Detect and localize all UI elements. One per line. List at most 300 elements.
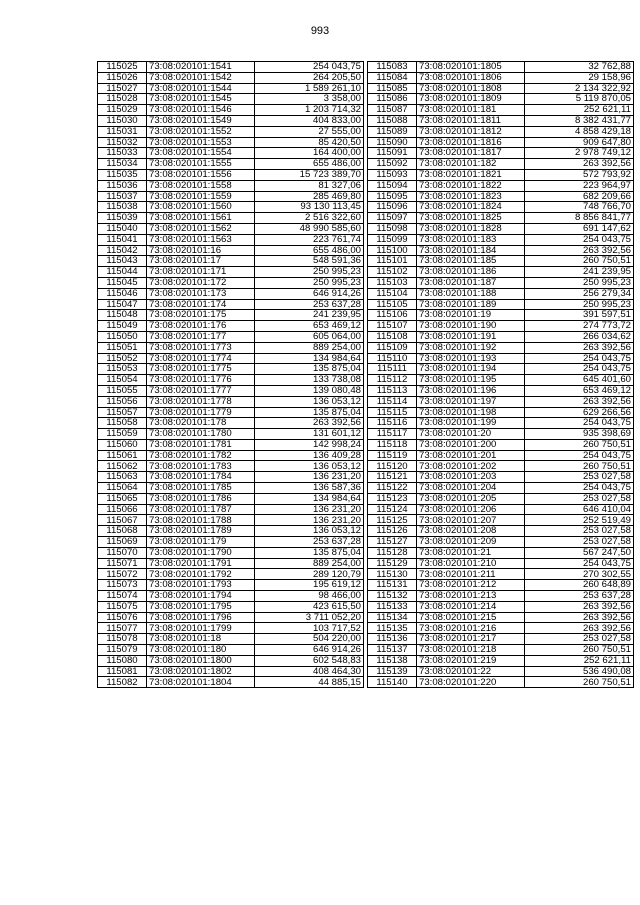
cadastral-number-cell: 73:08:020101:1555 [147, 159, 255, 170]
table-row [98, 645, 364, 656]
table-row [98, 396, 364, 407]
row-number-cell: 115031 [98, 126, 147, 137]
table-row [98, 504, 364, 515]
cadastral-number-cell: 73:08:020101:210 [417, 558, 525, 569]
table-row [98, 515, 364, 526]
cadastral-number-cell: 73:08:020101:16 [147, 245, 255, 256]
row-number-cell: 115102 [368, 267, 417, 278]
value-cell: 1 589 261,10 [255, 83, 364, 94]
value-cell: 260 648,89 [525, 580, 634, 591]
table-row [368, 580, 634, 591]
row-number-cell: 115061 [98, 450, 147, 461]
table-row [98, 137, 364, 148]
cadastral-number-cell: 73:08:020101:175 [147, 310, 255, 321]
cadastral-number-cell: 73:08:020101:1816 [417, 137, 525, 148]
table-row [98, 655, 364, 666]
table-row [368, 655, 634, 666]
cadastral-number-cell: 73:08:020101:185 [417, 256, 525, 267]
cadastral-number-cell: 73:08:020101:218 [417, 645, 525, 656]
cadastral-number-cell: 73:08:020101:183 [417, 234, 525, 245]
value-cell: 266 034,62 [525, 331, 634, 342]
cadastral-number-cell: 73:08:020101:174 [147, 299, 255, 310]
table-row [368, 547, 634, 558]
cadastral-number-cell: 73:08:020101:1795 [147, 601, 255, 612]
value-cell: 164 400,00 [255, 148, 364, 159]
row-number-cell: 115034 [98, 159, 147, 170]
cadastral-number-cell: 73:08:020101:1794 [147, 591, 255, 602]
table-row [368, 558, 634, 569]
value-cell: 27 555,00 [255, 126, 364, 137]
row-number-cell: 115057 [98, 407, 147, 418]
table-row [368, 148, 634, 159]
value-cell: 253 027,58 [525, 493, 634, 504]
cadastral-number-cell: 73:08:020101:180 [147, 645, 255, 656]
cadastral-number-cell: 73:08:020101:1560 [147, 202, 255, 213]
cadastral-number-cell: 73:08:020101:1812 [417, 126, 525, 137]
cadastral-number-cell: 73:08:020101:1817 [417, 148, 525, 159]
table-row [368, 537, 634, 548]
cadastral-number-cell: 73:08:020101:184 [417, 245, 525, 256]
value-cell: 5 119 870,05 [525, 94, 634, 105]
cadastral-number-cell: 73:08:020101:1554 [147, 148, 255, 159]
value-cell: 48 990 585,60 [255, 223, 364, 234]
value-cell: 646 914,26 [255, 645, 364, 656]
row-number-cell: 115052 [98, 353, 147, 364]
value-cell: 655 486,00 [255, 159, 364, 170]
table-row [98, 580, 364, 591]
table-left [97, 61, 364, 688]
row-number-cell: 115077 [98, 623, 147, 634]
row-number-cell: 115042 [98, 245, 147, 256]
table-row [368, 331, 634, 342]
table-row [98, 191, 364, 202]
cadastral-number-cell: 73:08:020101:181 [417, 105, 525, 116]
row-number-cell: 115106 [368, 310, 417, 321]
row-number-cell: 115096 [368, 202, 417, 213]
table-row [98, 461, 364, 472]
value-cell: 263 392,56 [525, 601, 634, 612]
cadastral-number-cell: 73:08:020101:179 [147, 537, 255, 548]
row-number-cell: 115026 [98, 72, 147, 83]
cadastral-number-cell: 73:08:020101:1804 [147, 677, 255, 688]
table-row [368, 126, 634, 137]
cadastral-number-cell: 73:08:020101:1552 [147, 126, 255, 137]
value-cell: 263 392,56 [525, 623, 634, 634]
row-number-cell: 115033 [98, 148, 147, 159]
value-cell: 136 053,12 [255, 461, 364, 472]
cadastral-number-cell: 73:08:020101:1788 [147, 515, 255, 526]
value-cell: 423 615,50 [255, 601, 364, 612]
value-cell: 223 964,97 [525, 180, 634, 191]
row-number-cell: 115027 [98, 83, 147, 94]
table-row [98, 612, 364, 623]
row-number-cell: 115071 [98, 558, 147, 569]
row-number-cell: 115048 [98, 310, 147, 321]
value-cell: 254 043,75 [525, 450, 634, 461]
row-number-cell: 115127 [368, 537, 417, 548]
cadastral-number-cell: 73:08:020101:195 [417, 375, 525, 386]
row-number-cell: 115078 [98, 634, 147, 645]
row-number-cell: 115095 [368, 191, 417, 202]
cadastral-number-cell: 73:08:020101:194 [417, 364, 525, 375]
cadastral-number-cell: 73:08:020101:1541 [147, 62, 255, 73]
value-cell: 254 043,75 [525, 418, 634, 429]
row-number-cell: 115111 [368, 364, 417, 375]
value-cell: 134 984,64 [255, 353, 364, 364]
row-number-cell: 115121 [368, 472, 417, 483]
cadastral-number-cell: 73:08:020101:1779 [147, 407, 255, 418]
value-cell: 270 302,55 [525, 569, 634, 580]
page-number: 993 [310, 25, 330, 37]
value-cell: 404 833,00 [255, 115, 364, 126]
value-cell: 3 358,00 [255, 94, 364, 105]
row-number-cell: 115037 [98, 191, 147, 202]
table-row [98, 148, 364, 159]
row-number-cell: 115083 [368, 62, 417, 73]
table-row [368, 137, 634, 148]
cadastral-number-cell: 73:08:020101:171 [147, 267, 255, 278]
value-cell: 136 231,20 [255, 472, 364, 483]
value-cell: 142 998,24 [255, 439, 364, 450]
value-cell: 8 382 431,77 [525, 115, 634, 126]
row-number-cell: 115068 [98, 526, 147, 537]
value-cell: 253 027,58 [525, 526, 634, 537]
value-cell: 253 637,28 [255, 299, 364, 310]
table-row [98, 666, 364, 677]
table-row [98, 310, 364, 321]
cadastral-number-cell: 73:08:020101:199 [417, 418, 525, 429]
cadastral-number-cell: 73:08:020101:219 [417, 655, 525, 666]
row-number-cell: 115123 [368, 493, 417, 504]
row-number-cell: 115087 [368, 105, 417, 116]
cadastral-number-cell: 73:08:020101:1802 [147, 666, 255, 677]
row-number-cell: 115036 [98, 180, 147, 191]
table-row [368, 677, 634, 688]
cadastral-number-cell: 73:08:020101:182 [417, 159, 525, 170]
row-number-cell: 115060 [98, 439, 147, 450]
row-number-cell: 115088 [368, 115, 417, 126]
cadastral-number-cell: 73:08:020101:204 [417, 483, 525, 494]
row-number-cell: 115089 [368, 126, 417, 137]
value-cell: 655 486,00 [255, 245, 364, 256]
cadastral-number-cell: 73:08:020101:216 [417, 623, 525, 634]
cadastral-number-cell: 73:08:020101:1783 [147, 461, 255, 472]
table-row [368, 461, 634, 472]
table-row [368, 191, 634, 202]
cadastral-number-cell: 73:08:020101:1791 [147, 558, 255, 569]
value-cell: 253 637,28 [525, 591, 634, 602]
table-row [368, 612, 634, 623]
row-number-cell: 115051 [98, 342, 147, 353]
table-row [98, 439, 364, 450]
value-cell: 2 978 749,12 [525, 148, 634, 159]
table-row [368, 288, 634, 299]
row-number-cell: 115067 [98, 515, 147, 526]
row-number-cell: 115116 [368, 418, 417, 429]
value-cell: 263 392,56 [525, 612, 634, 623]
row-number-cell: 115025 [98, 62, 147, 73]
value-cell: 256 279,34 [525, 288, 634, 299]
table-row [98, 115, 364, 126]
table-row [98, 375, 364, 386]
table-row [368, 666, 634, 677]
value-cell: 263 392,56 [525, 342, 634, 353]
cadastral-number-cell: 73:08:020101:1545 [147, 94, 255, 105]
row-number-cell: 115118 [368, 439, 417, 450]
row-number-cell: 115133 [368, 601, 417, 612]
cadastral-number-cell: 73:08:020101:1793 [147, 580, 255, 591]
table-row [368, 310, 634, 321]
row-number-cell: 115075 [98, 601, 147, 612]
row-number-cell: 115054 [98, 375, 147, 386]
value-cell: 935 398,69 [525, 429, 634, 440]
value-cell: 223 761,74 [255, 234, 364, 245]
value-cell: 653 469,12 [525, 385, 634, 396]
table-row [98, 288, 364, 299]
cadastral-number-cell: 73:08:020101:1811 [417, 115, 525, 126]
value-cell: 682 209,66 [525, 191, 634, 202]
value-cell: 44 885,15 [255, 677, 364, 688]
row-number-cell: 115109 [368, 342, 417, 353]
cadastral-number-cell: 73:08:020101:1553 [147, 137, 255, 148]
value-cell: 131 601,12 [255, 429, 364, 440]
value-cell: 572 793,92 [525, 169, 634, 180]
cadastral-number-cell: 73:08:020101:188 [417, 288, 525, 299]
row-number-cell: 115131 [368, 580, 417, 591]
value-cell: 567 247,50 [525, 547, 634, 558]
value-cell: 254 043,75 [525, 364, 634, 375]
row-number-cell: 115120 [368, 461, 417, 472]
cadastral-number-cell: 73:08:020101:192 [417, 342, 525, 353]
cadastral-number-cell: 73:08:020101:1785 [147, 483, 255, 494]
value-cell: 135 875,04 [255, 364, 364, 375]
value-cell: 909 647,80 [525, 137, 634, 148]
cadastral-number-cell: 73:08:020101:1776 [147, 375, 255, 386]
value-cell: 133 738,08 [255, 375, 364, 386]
value-cell: 135 875,04 [255, 547, 364, 558]
value-cell: 263 392,56 [255, 418, 364, 429]
value-cell: 504 220,00 [255, 634, 364, 645]
value-cell: 250 995,23 [525, 277, 634, 288]
value-cell: 646 410,04 [525, 504, 634, 515]
row-number-cell: 115044 [98, 267, 147, 278]
row-number-cell: 115094 [368, 180, 417, 191]
cadastral-number-cell: 73:08:020101:21 [417, 547, 525, 558]
cadastral-number-cell: 73:08:020101:1796 [147, 612, 255, 623]
value-cell: 252 621,11 [525, 105, 634, 116]
table-row [98, 353, 364, 364]
cadastral-number-cell: 73:08:020101:205 [417, 493, 525, 504]
value-cell: 253 027,58 [525, 472, 634, 483]
value-cell: 135 875,04 [255, 407, 364, 418]
cadastral-number-cell: 73:08:020101:1808 [417, 83, 525, 94]
table-row [368, 115, 634, 126]
cadastral-number-cell: 73:08:020101:211 [417, 569, 525, 580]
cadastral-number-cell: 73:08:020101:1542 [147, 72, 255, 83]
table-row [98, 472, 364, 483]
value-cell: 136 587,36 [255, 483, 364, 494]
table-row [368, 342, 634, 353]
cadastral-number-cell: 73:08:020101:1774 [147, 353, 255, 364]
value-cell: 260 750,51 [525, 645, 634, 656]
cadastral-number-cell: 73:08:020101:172 [147, 277, 255, 288]
row-number-cell: 115059 [98, 429, 147, 440]
cadastral-number-cell: 73:08:020101:1800 [147, 655, 255, 666]
row-number-cell: 115076 [98, 612, 147, 623]
cadastral-number-cell: 73:08:020101:200 [417, 439, 525, 450]
table-row [368, 234, 634, 245]
row-number-cell: 115081 [98, 666, 147, 677]
row-number-cell: 115108 [368, 331, 417, 342]
row-number-cell: 115124 [368, 504, 417, 515]
table-row [368, 396, 634, 407]
table-row [98, 169, 364, 180]
table-row [98, 180, 364, 191]
value-cell: 260 750,51 [525, 677, 634, 688]
table-row [98, 62, 364, 73]
cadastral-number-cell: 73:08:020101:1775 [147, 364, 255, 375]
cadastral-number-cell: 73:08:020101:1790 [147, 547, 255, 558]
value-cell: 889 254,00 [255, 558, 364, 569]
value-cell: 103 717,52 [255, 623, 364, 634]
table-row [98, 677, 364, 688]
table-row [98, 591, 364, 602]
value-cell: 653 469,12 [255, 321, 364, 332]
value-cell: 241 239,95 [525, 267, 634, 278]
table-row [368, 472, 634, 483]
row-number-cell: 115043 [98, 256, 147, 267]
row-number-cell: 115126 [368, 526, 417, 537]
row-number-cell: 115050 [98, 331, 147, 342]
table-right-body [368, 62, 634, 688]
table-row [98, 331, 364, 342]
row-number-cell: 115112 [368, 375, 417, 386]
value-cell: 645 401,60 [525, 375, 634, 386]
cadastral-number-cell: 73:08:020101:20 [417, 429, 525, 440]
table-row [368, 94, 634, 105]
value-cell: 253 027,58 [525, 537, 634, 548]
value-cell: 285 469,80 [255, 191, 364, 202]
cadastral-number-cell: 73:08:020101:1824 [417, 202, 525, 213]
cadastral-number-cell: 73:08:020101:1784 [147, 472, 255, 483]
cadastral-number-cell: 73:08:020101:1777 [147, 385, 255, 396]
row-number-cell: 115041 [98, 234, 147, 245]
row-number-cell: 115110 [368, 353, 417, 364]
row-number-cell: 115039 [98, 213, 147, 224]
row-number-cell: 115029 [98, 105, 147, 116]
row-number-cell: 115129 [368, 558, 417, 569]
cadastral-number-cell: 73:08:020101:193 [417, 353, 525, 364]
cadastral-number-cell: 73:08:020101:177 [147, 331, 255, 342]
row-number-cell: 115028 [98, 94, 147, 105]
value-cell: 889 254,00 [255, 342, 364, 353]
table-row [98, 72, 364, 83]
row-number-cell: 115079 [98, 645, 147, 656]
value-cell: 260 750,51 [525, 439, 634, 450]
cadastral-number-cell: 73:08:020101:207 [417, 515, 525, 526]
value-cell: 2 134 322,92 [525, 83, 634, 94]
row-number-cell: 115056 [98, 396, 147, 407]
cadastral-number-cell: 73:08:020101:190 [417, 321, 525, 332]
table-row [98, 601, 364, 612]
value-cell: 260 750,51 [525, 461, 634, 472]
cadastral-number-cell: 73:08:020101:203 [417, 472, 525, 483]
row-number-cell: 115134 [368, 612, 417, 623]
row-number-cell: 115032 [98, 137, 147, 148]
table-row [98, 385, 364, 396]
value-cell: 254 043,75 [255, 62, 364, 73]
table-row [98, 429, 364, 440]
value-cell: 254 043,75 [525, 353, 634, 364]
row-number-cell: 115138 [368, 655, 417, 666]
row-number-cell: 115072 [98, 569, 147, 580]
row-number-cell: 115140 [368, 677, 417, 688]
row-number-cell: 115099 [368, 234, 417, 245]
cadastral-number-cell: 73:08:020101:198 [417, 407, 525, 418]
table-row [368, 159, 634, 170]
cadastral-number-cell: 73:08:020101:1781 [147, 439, 255, 450]
row-number-cell: 115030 [98, 115, 147, 126]
row-number-cell: 115040 [98, 223, 147, 234]
table-row [98, 234, 364, 245]
row-number-cell: 115070 [98, 547, 147, 558]
row-number-cell: 115135 [368, 623, 417, 634]
row-number-cell: 115100 [368, 245, 417, 256]
table-row [368, 623, 634, 634]
value-cell: 136 231,20 [255, 504, 364, 515]
row-number-cell: 115046 [98, 288, 147, 299]
value-cell: 4 858 429,18 [525, 126, 634, 137]
table-row [368, 483, 634, 494]
value-cell: 15 723 389,70 [255, 169, 364, 180]
table-row [98, 299, 364, 310]
cadastral-number-cell: 73:08:020101:201 [417, 450, 525, 461]
table-row [98, 126, 364, 137]
cadastral-number-cell: 73:08:020101:1809 [417, 94, 525, 105]
table-left-body [98, 62, 364, 688]
cadastral-number-cell: 73:08:020101:1786 [147, 493, 255, 504]
cadastral-number-cell: 73:08:020101:1546 [147, 105, 255, 116]
table-row [98, 223, 364, 234]
value-cell: 81 327,06 [255, 180, 364, 191]
row-number-cell: 115107 [368, 321, 417, 332]
table-row [368, 526, 634, 537]
table-row [368, 202, 634, 213]
table-row [368, 591, 634, 602]
row-number-cell: 115064 [98, 483, 147, 494]
value-cell: 136 053,12 [255, 396, 364, 407]
cadastral-number-cell: 73:08:020101:1822 [417, 180, 525, 191]
value-cell: 408 464,30 [255, 666, 364, 677]
cadastral-number-cell: 73:08:020101:202 [417, 461, 525, 472]
cadastral-number-cell: 73:08:020101:176 [147, 321, 255, 332]
table-right [367, 61, 634, 688]
table-row [368, 72, 634, 83]
table-row [368, 256, 634, 267]
value-cell: 646 914,26 [255, 288, 364, 299]
value-cell: 85 420,50 [255, 137, 364, 148]
cadastral-number-cell: 73:08:020101:1780 [147, 429, 255, 440]
value-cell: 260 750,51 [525, 256, 634, 267]
value-cell: 1 203 714,32 [255, 105, 364, 116]
value-cell: 274 773,72 [525, 321, 634, 332]
table-row [368, 601, 634, 612]
table-row [368, 353, 634, 364]
cadastral-number-cell: 73:08:020101:1823 [417, 191, 525, 202]
cadastral-number-cell: 73:08:020101:220 [417, 677, 525, 688]
value-cell: 250 995,23 [255, 267, 364, 278]
row-number-cell: 115103 [368, 277, 417, 288]
